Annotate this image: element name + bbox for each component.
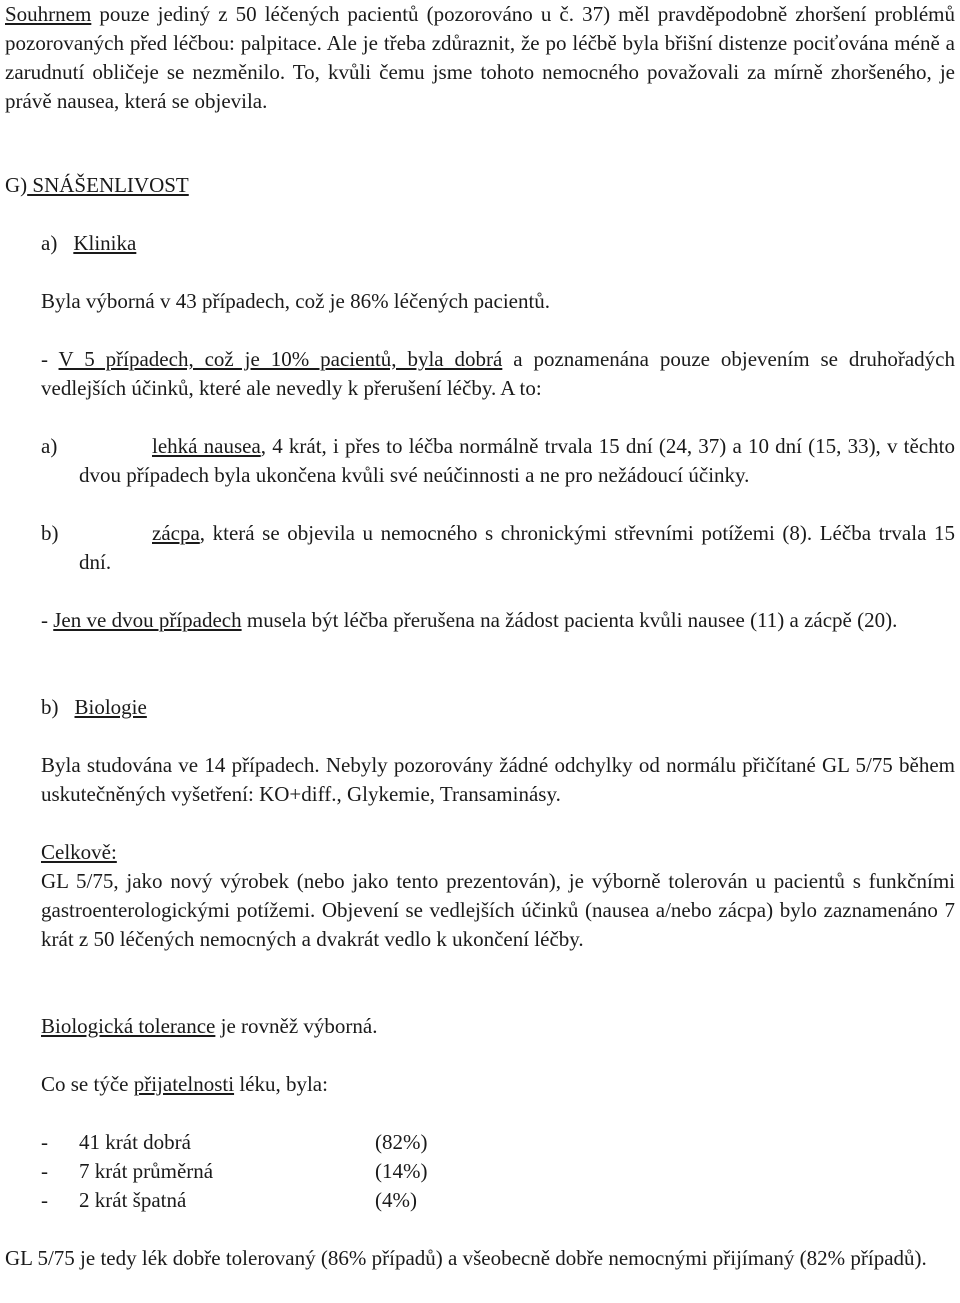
klinika-p2-underlined: V 5 případech, což je 10% pacientů, byla dobrá: [58, 347, 503, 371]
row-text: 7 krát průměrná: [79, 1159, 214, 1183]
subheading-label: b): [41, 695, 59, 719]
klinika-p3-rest: musela být léčba přerušena na žádost pacienta kvůli nausee (11) a zácpě (20).: [241, 608, 898, 632]
subheading-title: Biologie: [74, 695, 147, 719]
section-prefix: G): [5, 173, 28, 197]
prijatelnost-paragraph: Co se týče přijatelnosti léku, byla:: [41, 1072, 328, 1096]
klinika-paragraph-2: - V 5 případech, což je 10% pacientů, byla dobrá a poznamenána pouze objevením se druhořadých vedlejších účinků, které ale nevedly k přerušení léčby. A to:: [41, 347, 955, 400]
row-percent: (14%): [375, 1159, 428, 1183]
subheading-label: a): [41, 231, 58, 255]
conclusion-paragraph: GL 5/75 je tedy lék dobře tolerovaný (86% případů) a všeobecně dobře nemocnými přijímaný (82% případů).: [5, 1246, 927, 1270]
row-text: 2 krát špatná: [79, 1188, 187, 1212]
subheading-title: Klinika: [73, 231, 137, 255]
prijatelnost-underlined: přijatelnosti: [133, 1072, 235, 1096]
subheading-klinika: [41, 229, 136, 258]
celkove-paragraph: GL 5/75, jako nový výrobek (nebo jako tento prezentován), je výborně tolerován u pacientů s funkčními gastroenterologickými potížemi. Objevení se vedlejších účinků (nausea a/nebo zácpa) bylo zaznamenáno 7 krát z 50 léčených nemocných a dvakrát vedlo k ukončení léčby.: [41, 869, 955, 951]
bio-tolerance-paragraph: Biologická tolerance je rovněž výborná.: [41, 1014, 378, 1038]
row-dash: -: [41, 1159, 48, 1183]
list-item-text: , která se objevila u nemocného s chronickými střevními potížemi (8). Léčba trvala 15 dní.: [79, 521, 955, 574]
list-item-text: , 4 krát, i přes to léčba normálně trvala 15 dní (24, 37) a 10 dní (15, 33), v těchto dvou případech byla ukončena kvůli své neúčinnosti a ne pro nežádoucí účinky.: [79, 434, 955, 487]
intro-paragraph: [5, 0, 955, 116]
klinika-paragraph-1: Byla výborná v 43 případech, což je 86% léčených pacientů.: [41, 289, 551, 313]
row-percent: (4%): [375, 1188, 417, 1212]
list-item-underlined: zácpa: [152, 521, 200, 545]
list-item-label: b): [41, 521, 59, 545]
souhrnem-link: Souhrnem: [5, 2, 92, 26]
subheading-biologie: [41, 693, 147, 722]
klinika-p2-rest: a poznamenána pouze objevením se druhořadých vedlejších účinků, které ale nevedly k přerušení léčby. A to:: [41, 347, 955, 400]
biologie-paragraph: Byla studována ve 14 případech. Nebyly pozorovány žádné odchylky od normálu přičítané GL 5/75 během uskutečněných vyšetření: KO+diff., Glykemie, Transaminásy.: [41, 753, 955, 806]
row-text: 41 krát dobrá: [79, 1130, 191, 1154]
list-item-underlined: lehká nausea: [152, 434, 261, 458]
celkove-heading: Celkově:: [41, 840, 117, 864]
row-dash: -: [41, 1188, 48, 1212]
bio-tolerance-underlined: Biologická tolerance: [41, 1014, 216, 1038]
intro-text: pouze jediný z 50 léčených pacientů (pozorováno u č. 37) měl pravděpodobně zhoršení problémů pozorovaných před léčbou: palpitace. Ale je třeba zdůraznit, že po léčbě byla břišní distenze pociťována méně a zarudnutí obličeje se nezměnilo. To, kvůli čemu jsme tohoto nemocného považovali za mírně zhoršeného, je právě nausea, která se objevila.: [5, 2, 955, 113]
list-item-zacpa: [79, 519, 955, 577]
klinika-paragraph-3: - Jen ve dvou případech musela být léčba přerušena na žádost pacienta kvůli nausee (11) a zácpě (20).: [41, 608, 898, 632]
section-heading-snasenlivost: [5, 171, 189, 200]
list-item-nausea: [79, 432, 955, 490]
list-item-label: a): [41, 434, 58, 458]
row-percent: (82%): [375, 1130, 428, 1154]
section-title: SNÁŠENLIVOST: [27, 173, 189, 197]
row-dash: -: [41, 1130, 48, 1154]
klinika-p3-underlined: Jen ve dvou případech: [53, 608, 242, 632]
